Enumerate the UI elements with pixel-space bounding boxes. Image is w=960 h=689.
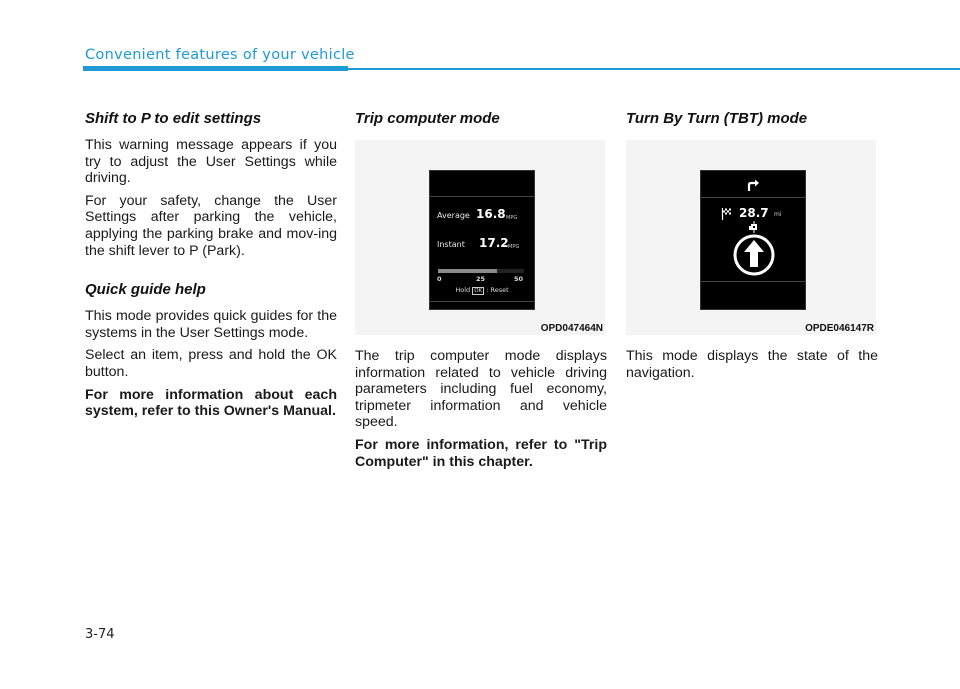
instant-label: Instant (437, 240, 465, 249)
column-user-settings (85, 110, 337, 420)
paragraph-warning: This warning message appears if you try to adjust the User Settings while driving. (85, 137, 337, 187)
figure-tbt (626, 140, 876, 335)
figure-caption: OPD047464N (540, 323, 603, 334)
scale-tick-0: 0 (437, 275, 442, 283)
average-label: Average (437, 211, 470, 220)
average-value: 16.8 (476, 207, 506, 221)
cluster-screen (700, 170, 806, 310)
header-bar (83, 66, 348, 71)
paragraph-select-item: Select an item, press and hold the OK button. (85, 347, 337, 380)
ok-key-label: OK (474, 288, 483, 294)
paragraph-more-info: For more information about each system, refer to this Owner's Manual. (85, 386, 337, 420)
heading-trip-computer: Trip computer mode (355, 110, 500, 127)
hold-reset-hint (430, 286, 534, 294)
header-rule (348, 68, 960, 70)
figure-trip-computer (355, 140, 605, 335)
destination-flag-icon (721, 207, 733, 221)
paragraph-trip-computer: The trip computer mode displays information related to vehicle driving parameters including fuel economy, tripmeter information and vehicle speed. (355, 348, 607, 431)
turn-right-arrow-icon (745, 178, 761, 192)
tbt-distance-unit: mi (774, 211, 782, 218)
scale-tick-25: 25 (476, 275, 486, 283)
paragraph-quick-guide: This mode provides quick guides for the systems in the User Settings mode. (85, 308, 337, 341)
scale-tick-50: 50 (514, 275, 524, 283)
navigation-route-arrow-icon (731, 221, 777, 277)
column-tbt (626, 110, 878, 381)
column-trip-computer (355, 110, 607, 470)
paragraph-trip-more-info: For more information, refer to "Trip Computer" in this chapter. (355, 436, 607, 470)
cluster-screen (429, 170, 535, 310)
section-header-title: Convenient features of your vehicle (85, 47, 355, 63)
heading-shift-to-p: Shift to P to edit settings (85, 110, 262, 127)
fuel-economy-bar-fill (438, 269, 497, 273)
screen-divider (701, 197, 805, 198)
fuel-economy-bar (438, 269, 524, 273)
heading-tbt: Turn By Turn (TBT) mode (626, 110, 808, 127)
figure-caption: OPDE046147R (805, 323, 874, 334)
page-number: 3-74 (85, 627, 115, 642)
instant-value: 17.2 (479, 236, 509, 250)
reset-label: : Reset (486, 286, 509, 294)
paragraph-tbt: This mode displays the state of the navigation. (626, 348, 878, 381)
average-unit: MPG (506, 215, 518, 221)
heading-quick-guide: Quick guide help (85, 281, 206, 299)
instant-unit: MPG (508, 244, 520, 250)
paragraph-safety: For your safety, change the User Settings after parking the vehicle, applying the parking brake and mov-ing the shift lever to P (Park). (85, 192, 337, 259)
hold-label: Hold (455, 286, 471, 294)
tbt-distance-value: 28.7 (739, 206, 769, 220)
screen-divider (430, 196, 534, 197)
screen-divider (701, 281, 805, 282)
screen-divider (430, 301, 534, 302)
